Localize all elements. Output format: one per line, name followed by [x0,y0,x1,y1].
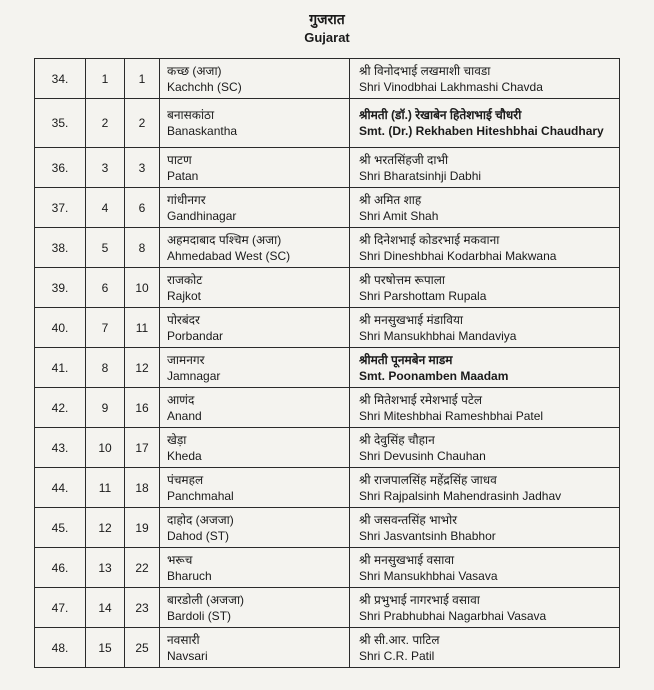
candidate-name-hindi: श्री परषोत्तम रूपाला [359,272,446,287]
serial-number: 40. [35,308,86,348]
constituency-name-hindi: पाटण [167,152,192,167]
table-row [35,588,620,628]
candidate-name-english: Shri Jasvantsinh Bhabhor [359,528,496,543]
constituency-name-english: Kachchh (SC) [167,79,242,94]
candidate-name-english: Shri C.R. Patil [359,648,435,663]
candidate-name-hindi: श्रीमती पूनमबेन माडम [359,352,453,367]
constituency-name-english: Porbandar [167,328,224,343]
candidate-name-english: Shri Parshottam Rupala [359,288,487,303]
table-row [35,308,620,348]
candidate-cell [350,188,620,228]
candidate-cell [350,99,620,148]
constituency-name-english: Kheda [167,448,202,463]
constituency-number: 18 [125,468,160,508]
candidate-cell [350,348,620,388]
constituency-name-hindi: खेड़ा [167,432,187,447]
candidate-name-english: Shri Prabhubhai Nagarbhai Vasava [359,608,547,623]
constituency-name-hindi: कच्छ (अजा) [167,63,222,78]
constituency-number: 19 [125,508,160,548]
constituency-cell [160,468,350,508]
table-row [35,188,620,228]
candidate-name-hindi: श्री विनोदभाई लखमाशी चावडा [359,63,491,78]
candidate-name-english: Shri Mansukhbhai Vasava [359,568,498,583]
table-row [35,548,620,588]
constituency-cell [160,548,350,588]
constituency-name-hindi: राजकोट [167,272,203,287]
constituency-number: 2 [125,99,160,148]
constituency-name-english: Dahod (ST) [167,528,230,543]
serial-number: 46. [35,548,86,588]
heading-english: Gujarat [304,30,350,45]
constituency-cell [160,228,350,268]
candidate-name-english: Shri Mansukhbhai Mandaviya [359,328,517,343]
constituency-cell [160,628,350,668]
constituency-name-hindi: नवसारी [167,632,200,647]
constituency-number: 17 [125,428,160,468]
constituency-name-hindi: पंचमहल [167,472,204,487]
constituency-number: 3 [125,148,160,188]
serial-number: 36. [35,148,86,188]
constituency-name-hindi: बनासकांठा [167,108,215,122]
constituency-name-hindi: दाहोद (अजजा) [167,512,234,527]
state-seq-number: 2 [86,99,125,148]
candidate-cell [350,268,620,308]
state-seq-number: 5 [86,228,125,268]
constituency-cell [160,148,350,188]
constituency-number: 23 [125,588,160,628]
candidate-name-hindi: श्री मनसुखभाई मंडाविया [359,312,464,327]
constituency-cell [160,59,350,99]
candidate-cell [350,228,620,268]
table-row [35,508,620,548]
state-seq-number: 7 [86,308,125,348]
candidate-name-hindi: श्री सी.आर. पाटिल [359,632,440,647]
constituency-name-english: Bardoli (ST) [167,608,232,623]
constituency-cell [160,428,350,468]
state-seq-number: 9 [86,388,125,428]
constituency-name-hindi: अहमदाबाद पश्चिम (अजा) [167,232,282,247]
candidate-name-english: Smt. Poonamben Maadam [359,368,509,383]
table-row [35,468,620,508]
candidate-cell [350,508,620,548]
state-seq-number: 4 [86,188,125,228]
constituency-name-english: Jamnagar [167,368,221,383]
constituency-cell [160,588,350,628]
constituency-cell [160,308,350,348]
table-row [35,228,620,268]
candidate-name-hindi: श्री अमित शाह [359,192,422,207]
state-seq-number: 14 [86,588,125,628]
table-row [35,388,620,428]
serial-number: 34. [35,59,86,99]
candidate-cell [350,148,620,188]
serial-number: 38. [35,228,86,268]
constituency-cell [160,188,350,228]
constituency-number: 12 [125,348,160,388]
table-row [35,628,620,668]
state-seq-number: 13 [86,548,125,588]
constituency-cell [160,99,350,148]
constituency-number: 1 [125,59,160,99]
candidate-name-hindi: श्रीमती (डॉ.) रेखाबेन हितेशभाई चौधरी [359,108,522,122]
candidate-table-body [35,59,620,668]
constituency-name-english: Navsari [167,648,208,663]
constituency-name-english: Bharuch [167,568,212,583]
table-row [35,268,620,308]
constituency-number: 22 [125,548,160,588]
serial-number: 48. [35,628,86,668]
candidate-cell [350,468,620,508]
candidate-cell [350,59,620,99]
constituency-name-hindi: भरूच [167,552,193,567]
table-row [35,148,620,188]
candidate-cell [350,628,620,668]
constituency-name-english: Gandhinagar [167,208,237,223]
constituency-number: 10 [125,268,160,308]
candidate-name-hindi: श्री दिनेशभाई कोडरभाई मकवाना [359,232,500,247]
state-seq-number: 1 [86,59,125,99]
constituency-name-hindi: आणंद [167,392,195,407]
candidate-name-english: Shri Vinodbhai Lakhmashi Chavda [359,79,543,94]
constituency-name-hindi: बारडोली (अजजा) [167,592,245,607]
candidate-name-english: Shri Devusinh Chauhan [359,448,486,463]
candidate-name-hindi: श्री मितेशभाई रमेशभाई पटेल [359,392,483,407]
state-seq-number: 15 [86,628,125,668]
state-seq-number: 11 [86,468,125,508]
candidate-name-english: Shri Amit Shah [359,208,439,223]
serial-number: 47. [35,588,86,628]
constituency-name-english: Patan [167,168,199,183]
constituency-name-hindi: जामनगर [167,352,205,367]
serial-number: 44. [35,468,86,508]
candidate-name-hindi: श्री देवुसिंह चौहान [359,432,435,447]
constituency-name-english: Banaskantha [167,124,238,138]
constituency-number: 16 [125,388,160,428]
state-seq-number: 8 [86,348,125,388]
constituency-name-hindi: गांधीनगर [167,192,206,207]
candidate-name-hindi: श्री मनसुखभाई वसावा [359,552,455,567]
serial-number: 39. [35,268,86,308]
serial-number: 42. [35,388,86,428]
candidate-name-hindi: श्री भरतसिंहजी दाभी [359,152,449,167]
candidate-name-english: Shri Miteshbhai Rameshbhai Patel [359,408,544,423]
candidate-table [34,58,620,668]
candidate-name-english: Shri Bharatsinhji Dabhi [359,168,482,183]
constituency-number: 6 [125,188,160,228]
heading-hindi: गुजरात [309,11,345,27]
candidate-name-hindi: श्री जसवन्तसिंह भाभोर [359,512,458,527]
serial-number: 45. [35,508,86,548]
constituency-name-english: Rajkot [167,288,202,303]
table-row [35,428,620,468]
candidate-cell [350,428,620,468]
state-seq-number: 6 [86,268,125,308]
candidate-name-hindi: श्री प्रभुभाई नागरभाई वसावा [359,592,480,607]
candidate-cell [350,588,620,628]
serial-number: 35. [35,99,86,148]
table-row [35,348,620,388]
table-row [35,99,620,148]
constituency-cell [160,388,350,428]
table-row [35,59,620,99]
serial-number: 37. [35,188,86,228]
candidate-cell [350,308,620,348]
serial-number: 43. [35,428,86,468]
candidate-name-english: Shri Rajpalsinh Mahendrasinh Jadhav [359,488,562,503]
candidate-cell [350,548,620,588]
state-seq-number: 3 [86,148,125,188]
constituency-name-hindi: पोरबंदर [167,312,200,327]
constituency-name-english: Panchmahal [167,488,234,503]
constituency-cell [160,508,350,548]
constituency-name-english: Anand [167,408,202,423]
constituency-number: 25 [125,628,160,668]
state-seq-number: 12 [86,508,125,548]
state-seq-number: 10 [86,428,125,468]
constituency-name-english: Ahmedabad West (SC) [167,248,291,263]
constituency-cell [160,348,350,388]
constituency-cell [160,268,350,308]
candidate-name-hindi: श्री राजपालसिंह महेंद्रसिंह जाधव [359,472,497,487]
candidate-name-english: Smt. (Dr.) Rekhaben Hiteshbhai Chaudhary [359,124,604,138]
candidate-cell [350,388,620,428]
constituency-number: 11 [125,308,160,348]
constituency-number: 8 [125,228,160,268]
candidate-name-english: Shri Dineshbhai Kodarbhai Makwana [359,248,557,263]
serial-number: 41. [35,348,86,388]
